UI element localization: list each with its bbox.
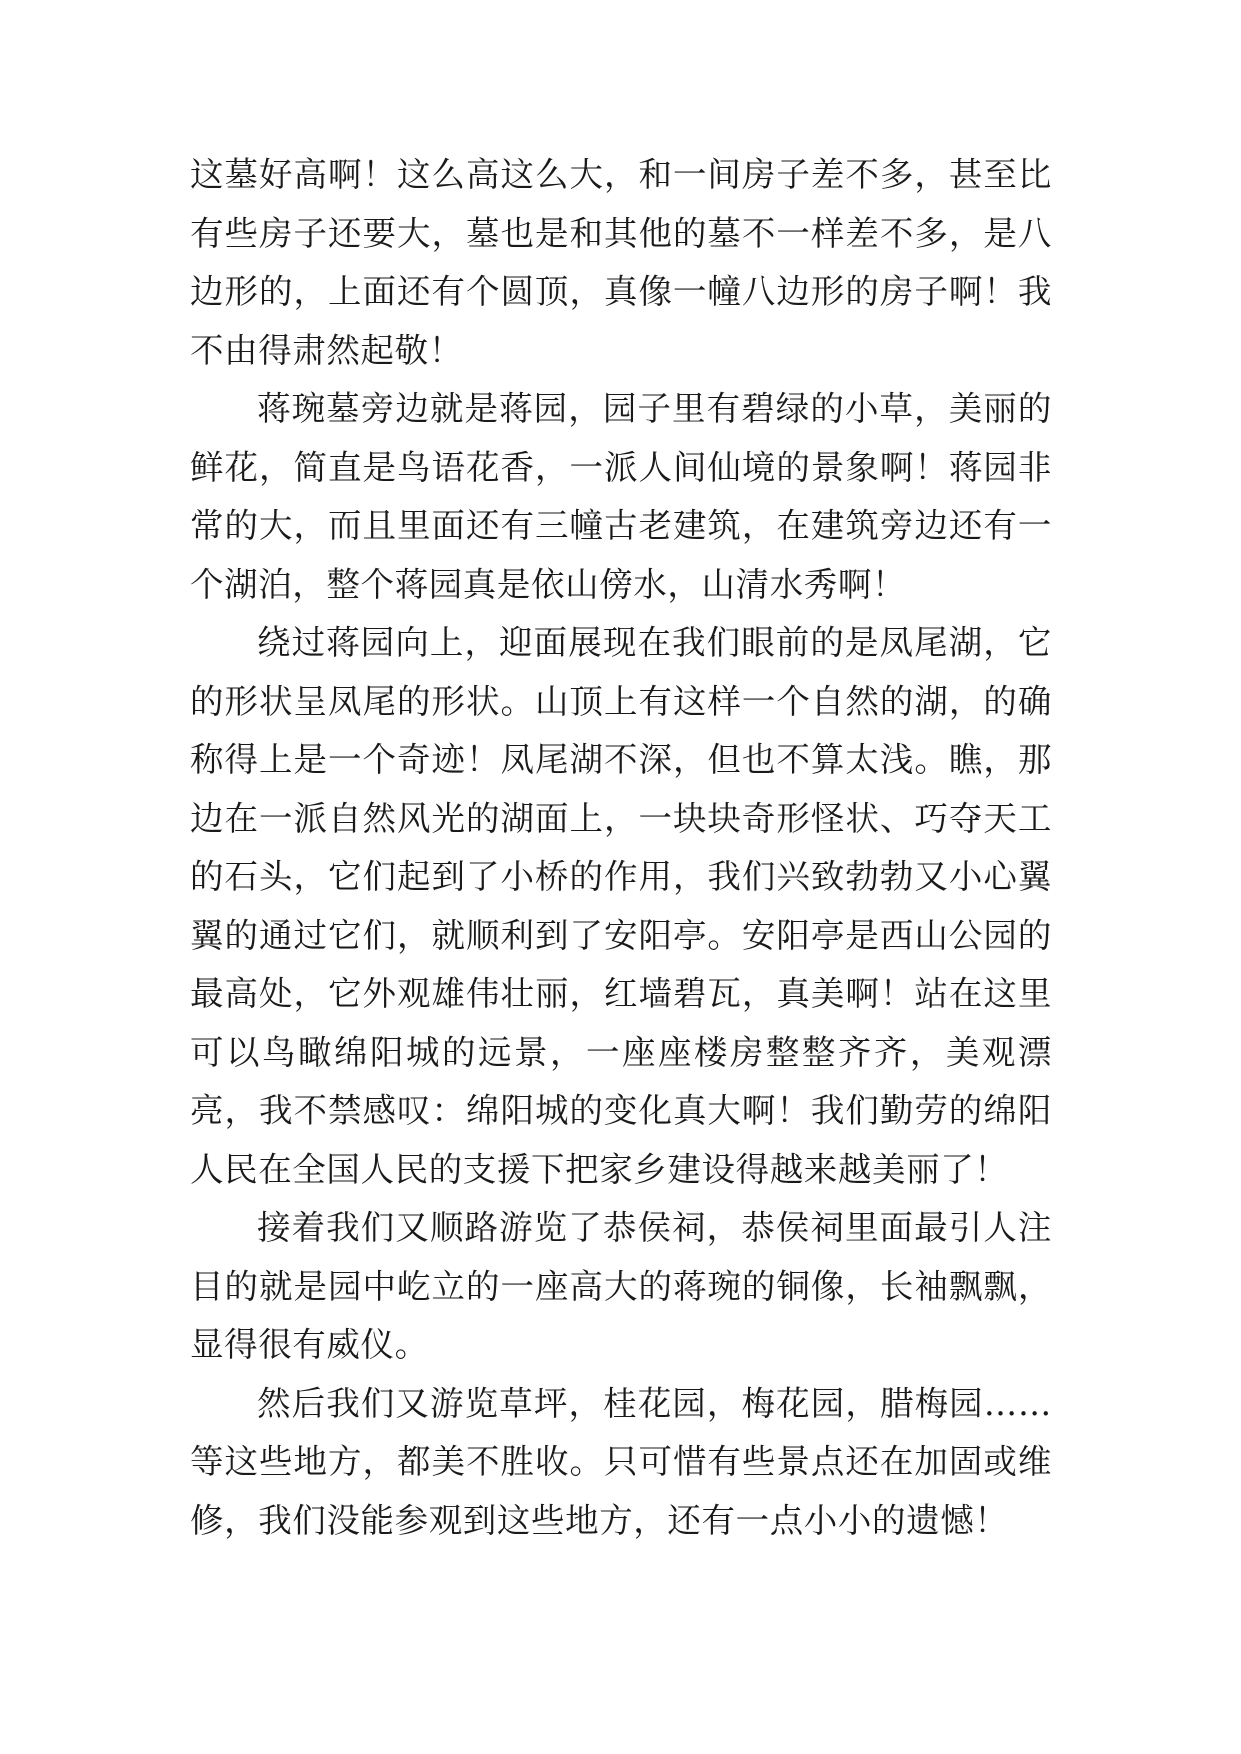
article-body — [190, 146, 1052, 1550]
paragraph-jiang-garden: 蒋琬墓旁边就是蒋园，园子里有碧绿的小草，美丽的鲜花，简直是鸟语花香，一派人间仙境的景象啊！蒋园非常的大，而且里面还有三幢古老建筑，在建筑旁边还有一个湖泊，整个蒋园真是依山傍水，山清水秀啊！ — [190, 389, 1052, 604]
paragraph-phoenix-tail-lake: 绕过蒋园向上，迎面展现在我们眼前的是凤尾湖，它的形状呈凤尾的形状。山顶上有这样一个自然的湖，的确称得上是一个奇迹！凤尾湖不深，但也不算太浅。瞧，那边在一派自然风光的湖面上，一块块奇形怪状、巧夺天工的石头，它们起到了小桥的作用，我们兴致勃勃又小心翼翼的通过它们，就顺利到了安阳亭。安阳亭是西山公园的最高处，它外观雄伟壮丽，红墙碧瓦，真美啊！站在这里可以鸟瞰绵阳城的远景，一座座楼房整整齐齐，美观漂亮，我不禁感叹：绵阳城的变化真大啊！我们勤劳的绵阳人民在全国人民的支援下把家乡建设得越来越美丽了！ — [190, 623, 1052, 1189]
paragraph-tomb: 这墓好高啊！这么高这么大，和一间房子差不多，甚至比有些房子还要大，墓也是和其他的墓不一样差不多，是八边形的，上面还有个圆顶，真像一幢八边形的房子啊！我不由得肃然起敬！ — [190, 155, 1052, 370]
paragraph-gonghou-shrine: 接着我们又顺路游览了恭侯祠，恭侯祠里面最引人注目的就是园中屹立的一座高大的蒋琬的铜像，长袖飘飘，显得很有威仪。 — [190, 1208, 1052, 1364]
paragraph-other-gardens: 然后我们又游览草坪，桂花园，梅花园，腊梅园……等这些地方，都美不胜收。只可惜有些景点还在加固或维修，我们没能参观到这些地方，还有一点小小的遗憾！ — [190, 1383, 1052, 1540]
